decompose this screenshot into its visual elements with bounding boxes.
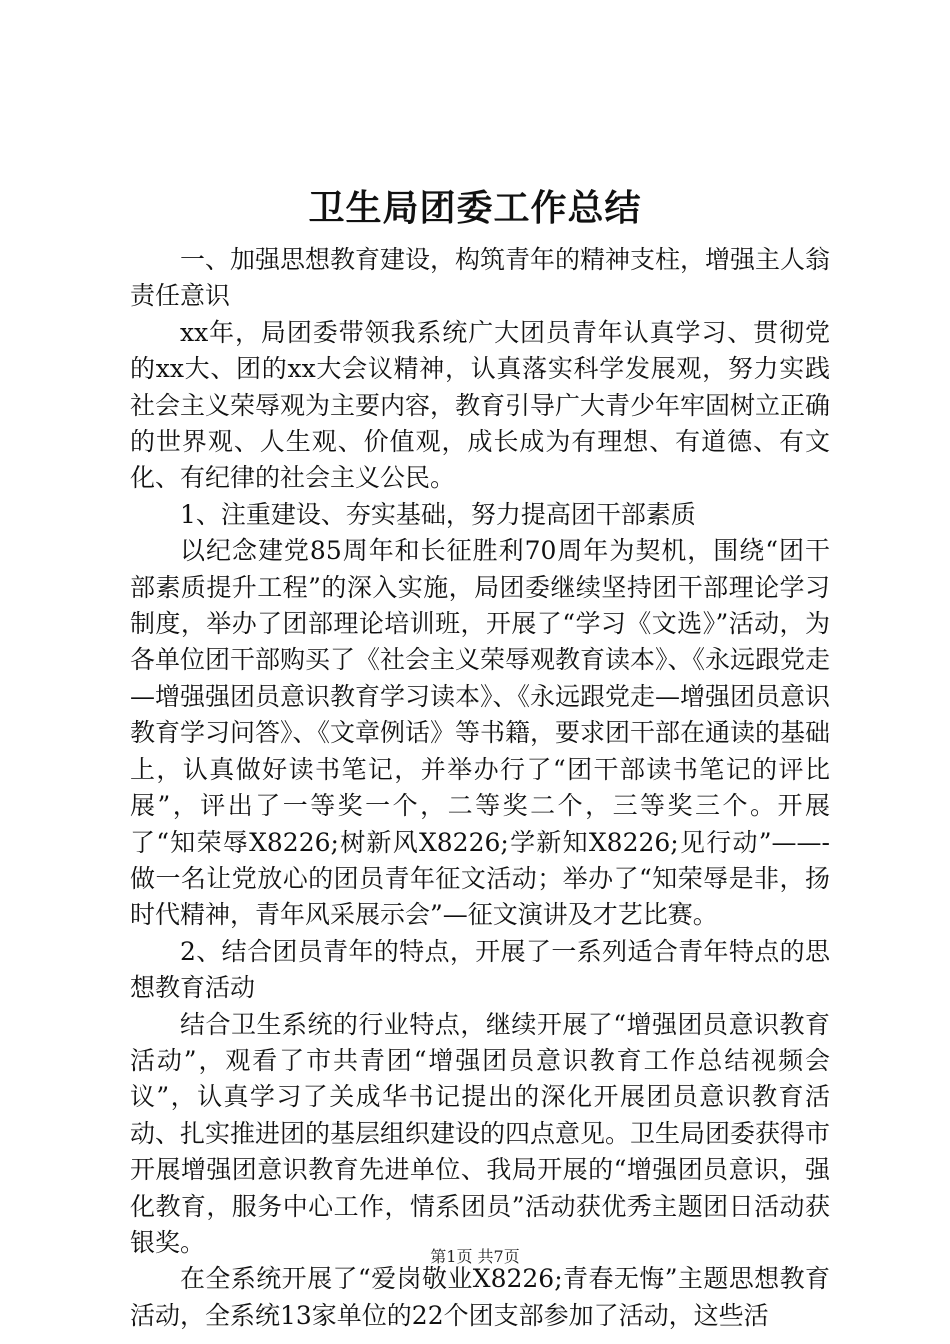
document-body <box>130 242 830 1334</box>
body-paragraph: 在全系统开展了“爱岗敬业X8226;青春无悔”主题思想教育活动，全系统13家单位的22个团支部参加了活动，这些活 <box>130 1264 830 1330</box>
body-paragraph: 结合卫生系统的行业特点，继续开展了“增强团员意识教育活动”，观看了市共青团“增强团员意识教育工作总结视频会议”，认真学习了关成华书记提出的深化开展团员意识教育活动、扎实推进团的基层组织建设的四点意见。卫生局团委获得市开展增强团意识教育先进单位、我局开展的“增强团员意识，强化教育，服务中心工作，情系团员”活动获优秀主题团日活动获银奖。 <box>130 1009 831 1257</box>
section-heading: 一、加强思想教育建设，构筑青年的精神支柱，增强主人翁责任意识 <box>130 245 831 311</box>
subsection-heading: 2、结合团员青年的特点，开展了一系列适合青年特点的思想教育活动 <box>130 936 830 1003</box>
page-number: 第1页 共7页 <box>430 1247 520 1266</box>
document-title: 卫生局团委工作总结 <box>308 187 642 229</box>
body-paragraph: 以纪念建党85周年和长征胜利70周年为契机，围绕“团干部素质提升工程”的深入实施，局团委继续坚持团干部理论学习制度，举办了团部理论培训班，开展了“学习《文选》”活动，为各单位团干部购买了《社会主义荣辱观教育读本》、《永远跟党走—增强强团员意识教育学习读本》、《永远跟党走—增强团员意识教育学习问答》、《文章例话》等书籍，要求团干部在通读的基础上，认真做好读书笔记，并举办行了“团干部读书笔记的评比展”，评出了一等奖一个，二等奖二个，三等奖三个。开展了“知荣辱X8226;树新风X8226;学新知X8226;见行动”——-做一名让党放心的团员青年征文活动；举办了“知荣辱是非，扬时代精神，青年风采展示会”—征文演讲及才艺比赛。 <box>130 536 831 930</box>
body-paragraph: xx年，局团委带领我系统广大团员青年认真学习、贯彻党的xx大、团的xx大会议精神，认真落实科学发展观，努力实践社会主义荣辱观为主要内容，教育引导广大青少年牢固树立正确的世界观、人生观、价值观，成长成为有理想、有道德、有文化、有纪律的社会主义公民。 <box>130 317 831 493</box>
subsection-heading: 1、注重建设、夯实基础，努力提高团干部素质 <box>180 499 696 529</box>
